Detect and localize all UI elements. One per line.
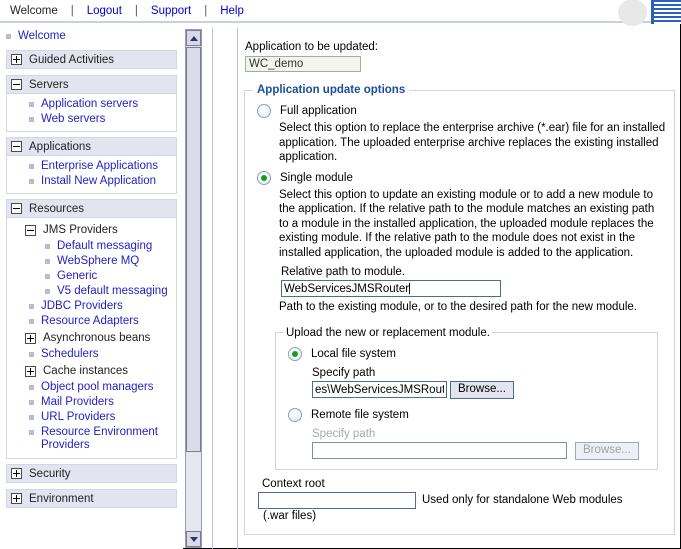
sidebar-item-web-servers[interactable] [7, 112, 176, 127]
sidebar-section-resources[interactable] [6, 199, 177, 218]
radio-label-local-file-system: Local file system [311, 347, 397, 360]
expand-plus-icon[interactable] [11, 468, 22, 479]
bullet-icon [29, 385, 34, 390]
sidebar-group-resources [6, 218, 177, 459]
sidebar-item-label: WebSphere MQ [57, 255, 140, 267]
panel-divider [212, 28, 213, 549]
local-specify-path-label: Specify path [312, 366, 376, 379]
scroll-up-button[interactable] [186, 30, 201, 46]
collapse-minus-icon[interactable] [11, 79, 22, 90]
local-path-input[interactable] [312, 381, 447, 398]
sidebar-item-label: JDBC Providers [41, 300, 123, 312]
radio-local-file-system[interactable] [288, 347, 302, 361]
triangle-down-icon [190, 537, 198, 542]
sidebar-subsection-asynchronous-beans[interactable] [7, 329, 176, 347]
sidebar-section-environment[interactable] [6, 489, 177, 508]
sidebar-subsection-label: JMS Providers [43, 224, 118, 236]
nav-separator: | [70, 4, 74, 17]
collapse-minus-icon[interactable] [11, 141, 22, 152]
sidebar-item-jdbc-providers[interactable] [7, 299, 176, 314]
application-to-update-value: WC_demo [245, 56, 361, 72]
sidebar-section-security[interactable] [6, 464, 177, 483]
application-update-options-fieldset [244, 84, 675, 535]
sidebar-section-label: Environment [29, 492, 94, 505]
sidebar-item-label: Install New Application [41, 175, 157, 187]
upload-module-legend: Upload the new or replacement module. [286, 326, 490, 339]
expand-plus-icon[interactable] [11, 54, 22, 65]
sidebar-item-welcome[interactable] [6, 29, 177, 44]
collapse-minus-icon[interactable] [11, 203, 22, 214]
sidebar-item-resource-environment-providers[interactable] [7, 425, 176, 453]
context-root-note: Used only for standalone Web modules [422, 493, 623, 506]
sidebar-group-welcome [6, 29, 177, 44]
local-path-row [284, 381, 649, 399]
sidebar-item-websphere-mq[interactable] [7, 254, 176, 269]
remote-browse-button[interactable]: Browse... [575, 442, 639, 460]
sidebar-group-applications [6, 156, 177, 194]
context-root-input[interactable] [258, 492, 416, 509]
expand-plus-icon[interactable] [11, 493, 22, 504]
full-application-description: Select this option to replace the enterprise archive (*.ear) file for an installed application. The uploaded enterprise archive replaces the existing installed application. [279, 122, 666, 163]
collapse-minus-icon[interactable] [25, 225, 36, 236]
expand-plus-icon[interactable] [25, 333, 36, 344]
sidebar-group-servers [6, 94, 177, 132]
sidebar-item-v5-default-messaging[interactable] [7, 284, 176, 299]
radio-single-module[interactable] [257, 171, 271, 185]
nav-link-help[interactable]: Help [220, 4, 244, 17]
sidebar-section-label: Guided Activities [29, 53, 115, 66]
radio-label-full-application: Full application [280, 105, 357, 117]
sidebar-section-guided-activities[interactable] [6, 50, 177, 69]
sidebar-section-label: Applications [29, 140, 92, 153]
triangle-up-icon [190, 36, 198, 41]
remote-path-row [284, 442, 649, 460]
sidebar-section-servers[interactable] [6, 75, 177, 94]
bullet-icon [45, 244, 50, 249]
radio-label-remote-file-system: Remote file system [311, 408, 409, 421]
top-navigation-bar [0, 0, 681, 23]
sidebar-item-label: Application servers [41, 98, 139, 110]
sidebar-item-label: Web servers [41, 113, 106, 125]
sidebar-item-generic[interactable] [7, 269, 176, 284]
bullet-icon [29, 415, 34, 420]
sidebar-item-default-messaging[interactable] [7, 239, 176, 254]
context-root-note-second-line: (.war files) [263, 509, 317, 522]
sidebar-section-label: Resources [29, 202, 84, 215]
bullet-icon [45, 274, 50, 279]
text-cursor [409, 283, 410, 294]
sidebar-item-label: URL Providers [41, 411, 116, 423]
nav-separator: | [204, 4, 208, 17]
expand-plus-icon[interactable] [25, 366, 36, 377]
radio-row-remote-file-system[interactable] [288, 408, 649, 422]
sidebar-item-install-new-application[interactable] [7, 174, 176, 189]
context-root-label: Context root [262, 477, 325, 490]
radio-row-local-file-system[interactable] [288, 347, 649, 361]
content-left-border [237, 28, 238, 549]
sidebar-section-label: Servers [29, 78, 69, 91]
sidebar-item-label: V5 default messaging [57, 285, 168, 297]
product-circle-logo [618, 0, 647, 26]
sidebar-item-resource-adapters[interactable] [7, 314, 176, 329]
sidebar-subsection-label: Cache instances [43, 365, 129, 377]
sidebar-subsection-label: Asynchronous beans [43, 332, 151, 344]
application-update-options-legend: Application update options [257, 84, 406, 96]
sidebar-item-label: Schedulers [41, 348, 99, 360]
local-browse-button[interactable]: Browse... [450, 381, 514, 399]
radio-row-full-application[interactable] [257, 104, 666, 118]
sidebar-item-object-pool-managers[interactable] [7, 380, 176, 395]
sidebar-section-label: Security [29, 467, 71, 480]
nav-link-welcome[interactable]: Welcome [10, 4, 58, 17]
sidebar-item-label: Mail Providers [41, 396, 114, 408]
relative-path-input[interactable] [281, 280, 501, 297]
bullet-icon [29, 179, 34, 184]
sidebar-subsection-cache-instances[interactable] [7, 362, 176, 380]
radio-row-single-module[interactable] [257, 171, 666, 185]
nav-separator: | [134, 4, 138, 17]
bullet-icon [29, 117, 34, 122]
sidebar-item-label: Default messaging [57, 240, 153, 252]
sidebar-item-label: Enterprise Applications [41, 160, 158, 172]
sidebar-item-enterprise-applications[interactable] [7, 159, 176, 174]
radio-label-single-module: Single module [280, 171, 353, 184]
scroll-down-button[interactable] [186, 531, 201, 547]
relative-path-help: Path to the existing module, or to the desired path for the new module. [279, 301, 637, 313]
bullet-icon [29, 400, 34, 405]
relative-path-label: Relative path to module. [281, 266, 406, 278]
main-content [240, 30, 677, 549]
radio-full-application[interactable] [257, 104, 271, 118]
remote-path-input[interactable] [312, 442, 567, 459]
radio-remote-file-system[interactable] [288, 408, 302, 422]
bullet-icon [45, 259, 50, 264]
sidebar-item-url-providers[interactable] [7, 410, 176, 425]
sidebar-item-label: Generic [57, 270, 98, 282]
ibm-logo [651, 0, 681, 24]
sidebar-item-application-servers[interactable] [7, 97, 176, 112]
upload-module-fieldset [275, 327, 658, 470]
sidebar-item-label: Welcome [18, 30, 66, 42]
bullet-icon [29, 164, 34, 169]
sidebar-scrollbar[interactable] [185, 29, 202, 548]
remote-specify-path-label: Specify path [312, 427, 376, 440]
nav-link-support[interactable]: Support [150, 4, 192, 17]
bullet-icon [45, 289, 50, 294]
branding-area [618, 0, 681, 23]
bullet-icon [29, 319, 34, 324]
sidebar-subsection-jms-providers[interactable] [7, 221, 176, 239]
sidebar-item-mail-providers[interactable] [7, 395, 176, 410]
single-module-description: Select this option to update an existing module or to add a new module to the application. If the relative path to the module matches an existing path to a module in the installed application, the uploaded module replaces the existing module. If the relative path to the module does not exist in the installed application, the uploaded module is added to the application. [279, 188, 655, 259]
bullet-icon [6, 34, 11, 39]
bullet-icon [29, 352, 34, 357]
bullet-icon [29, 304, 34, 309]
bullet-icon [29, 430, 34, 435]
nav-link-logout[interactable]: Logout [86, 4, 122, 17]
sidebar-navigation [0, 25, 183, 549]
scrollbar-thumb[interactable] [186, 47, 201, 452]
bullet-icon [29, 102, 34, 107]
sidebar-item-label: Resource Adapters [41, 315, 139, 327]
context-root-row [258, 492, 666, 524]
sidebar-section-applications[interactable] [6, 137, 177, 156]
sidebar-item-label: Resource Environment Providers [41, 426, 158, 451]
application-to-update-label: Application to be updated: [245, 41, 378, 53]
sidebar-item-label: Object pool managers [41, 381, 154, 393]
sidebar-item-schedulers[interactable] [7, 347, 176, 362]
